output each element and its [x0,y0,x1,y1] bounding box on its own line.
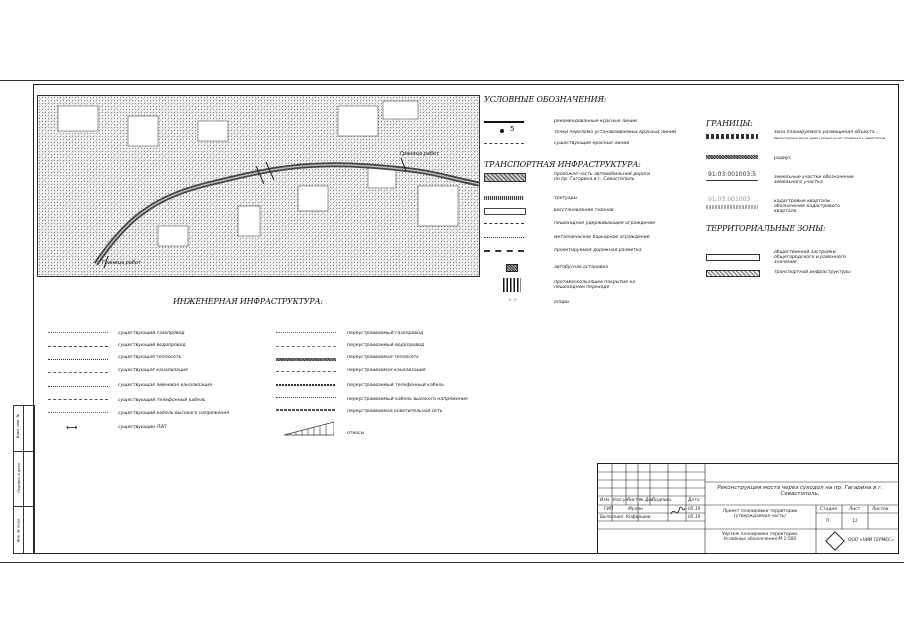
eng-left-storm: существующая ливневая канализация [118,383,212,388]
borders-item-zone-sub: Реконструкция моста через суходол на пр. Гагарина в г. Севастополь [774,136,886,140]
tb-org: ООО «НИИ ГЕРМЕС» [848,538,894,543]
borders-item-quarter: кадастровые кварталы обозначение кадастрового квартала [774,199,840,214]
tb-project-title: Реконструкция моста через суходол на пр. Гагарина в г. Севастополь. [717,485,883,497]
transport-swatch-bus [506,264,518,272]
eng-left-gas: существующий газопровод [118,331,185,336]
transport-item-barrier: металлическое барьерное ограждение [554,235,650,240]
transport-title: ТРАНСПОРТНАЯ ИНФРАСТРУКТУРА: [484,160,641,169]
tb-header-doc: № Док. [639,498,656,503]
borders-item-radius: радиус [774,156,792,161]
eng-right-heat: переустраиваемая теплосеть [347,355,420,360]
transport-swatch-road [484,173,526,182]
tb-stage-value: П [826,519,830,524]
legend-point-marker: 5 [510,125,515,133]
eng-left-lep: существующие ЛЭП [118,425,167,430]
lep-arrow-icon: ⟷ [66,423,78,432]
tb-row1-date: 05.19 [688,507,701,512]
eng-right-slope: откосы [347,431,365,436]
map-label-work-border-bottom: Граница работ [102,260,141,266]
transport-item-road: проезжая часть автомобильной дороги по пр. Гагарина в г. Севастополь [554,172,651,182]
borders-code-quarter: 91:03:001003 [708,196,751,203]
slope-icon [284,420,334,436]
eng-right-phone: переустраиваемый телефонный кабель [347,383,445,388]
transport-item-marking: проектируемая дорожная разметка [554,248,642,253]
legend-item-red-lines: рекомендованные красные линии [554,119,637,124]
transport-swatch-barrier [484,237,524,238]
eng-left-hv: существующий кабель высокого напряжения [118,411,230,416]
side-stamp-replace-inv: Взам. инв. № [16,413,21,439]
eng-right-swatches [276,328,336,411]
tb-header-date: Дата [688,498,700,503]
tb-doc-drawing: Чертеж планировки территории. Условные обозначения М 1:500 [721,532,799,542]
tb-row2-role: Выполнил [600,515,624,520]
transport-item-sidewalk: тротуары [554,196,578,201]
side-stamp [13,405,35,554]
legend-swatch-points [500,129,504,133]
eng-right-sewer: переустраиваемая канализация [347,368,426,373]
legend-swatch-red-lines [484,121,524,123]
tb-sheet-value: 11 [852,519,858,524]
side-stamp-signature: Подпись и дата [16,463,21,493]
tb-stage-header: Стадия [820,507,837,512]
eng-right-light: переустраиваемая осветительная сеть [347,409,443,414]
transport-swatch-pole: × × [508,298,518,303]
borders-title: ГРАНИЦЫ: [706,119,753,128]
signature-icon [670,504,686,520]
legend-item-points: точки перелома устанавливаемых красных линий [554,130,677,135]
borders-swatch-zone [706,134,758,139]
borders-item-parcel: земельные участки обозначение земельного участка [774,175,854,185]
eng-right-gas: переустраиваемый газопровод [347,331,424,336]
zones-item-public: общественной застройки общегородского и районного значения [774,250,846,265]
zones-swatch-public [706,254,760,261]
transport-swatch-ped-fence [484,223,524,224]
borders-swatch-radius [706,155,758,159]
tb-doc-part: Проект планировки территории (утверждаемая часть) [722,509,798,519]
tb-row1-role: ГИП [604,507,614,512]
side-stamp-inv-original: Инв. № подл. [16,517,21,543]
tb-sheet-header: Лист [849,507,861,512]
transport-item-lawn: восстановление газонов [554,208,614,213]
eng-left-phone: существующий телефонный кабель [118,398,206,403]
zones-swatch-transport [706,270,760,277]
eng-left-swatches [48,328,108,414]
transport-item-bus: автобусная остановка [554,265,609,270]
legend-item-existing: существующие красные линии [554,141,630,146]
engineering-title: ИНЖЕНЕРНАЯ ИНФРАСТРУКТУРА: [173,297,323,306]
eng-right-hv: переустраиваемый кабель высокого напряжения [347,397,468,402]
transport-item-ped-fence: пешеходное удерживающее ограждение [554,221,656,226]
tb-row2-date: 05.19 [688,515,701,520]
legend-title: УСЛОВНЫЕ ОБОЗНАЧЕНИЯ: [484,95,607,104]
borders-code-parcel: 91:03:001003:5 [708,171,757,178]
transport-swatch-sidewalk [484,196,524,200]
map-label-work-border-top: Граница работ [400,151,439,157]
tb-header-izm: Изм. [600,498,611,503]
map-drawing [38,96,479,276]
zones-item-transport: транспортной инфраструктуры [774,270,851,275]
tb-row1-name: Мулин [628,507,643,512]
eng-right-water: переустраиваемый водопровод [347,343,425,348]
eng-left-sewer: существующая канализация [118,368,188,373]
tb-row2-name: Кофиншев [626,515,651,520]
transport-item-pole: опоры [554,300,570,305]
title-block [597,463,899,554]
tb-header-kol: Кол.уч [613,498,629,503]
zones-title: ТЕРРИТОРИАЛЬНЫЕ ЗОНЫ: [706,224,826,233]
outer-border [0,80,904,81]
transport-swatch-antiskid [503,278,521,292]
transport-swatch-marking [484,250,524,252]
eng-left-water: существующий водопровод [118,343,186,348]
tb-header-list: Лист [627,498,639,503]
map-panel [37,95,480,277]
legend-swatch-existing [484,143,524,144]
borders-swatch-parcel [706,180,758,181]
transport-item-antiskid: противоскользящее покрытие на пешеходном переходе [554,280,636,290]
borders-swatch-quarter [706,205,758,209]
tb-sheets-header: Листов [872,507,889,512]
tb-header-sign: Подпись [652,498,672,503]
outer-border-bottom [0,562,904,563]
borders-item-zone: зона планируемого размещения объекта - [774,130,878,135]
eng-left-heat: существующая теплосеть [118,355,182,360]
transport-swatch-lawn [484,208,526,215]
